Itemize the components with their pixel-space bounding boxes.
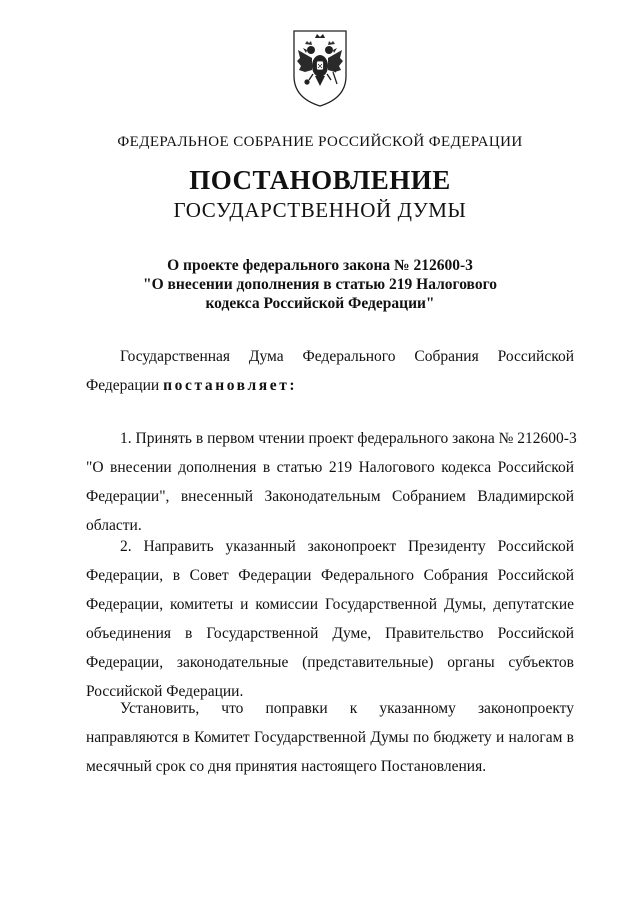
paragraph-line: Федерации, комитеты и комиссии Государственной Думы, депутатские xyxy=(86,596,574,613)
paragraph-line: "О внесении дополнения в статью 219 Налогового кодекса Российской xyxy=(86,459,574,476)
item-2-paragraph xyxy=(86,532,574,706)
item-1-paragraph xyxy=(86,424,577,540)
issuer-title: ГОСУДАРСТВЕННОЙ ДУМЫ xyxy=(173,198,467,222)
paragraph-line: месячный срок со дня принятия настоящего Постановления. xyxy=(86,758,487,775)
resolution-verb: постановляет: xyxy=(163,377,298,394)
russian-coat-of-arms-icon xyxy=(291,28,349,108)
paragraph-line: направляются в Комитет Государственной Думы по бюджету и налогам в xyxy=(86,729,574,746)
paragraph-line: области. xyxy=(86,517,142,534)
paragraph-line: Установить, что поправки к указанному законопроекту xyxy=(120,700,574,717)
paragraph-line: Государственная Дума Федерального Собрания Российской xyxy=(120,348,574,365)
paragraph-line: Федерации", внесенный Законодательным Собранием Владимирской xyxy=(86,488,574,505)
preamble-paragraph xyxy=(86,342,574,400)
paragraph-line: Федерации, законодательные (представительные) органы субъектов xyxy=(86,654,574,671)
paragraph-line: Федерации, в Совет Федерации Федерального Собрания Российской xyxy=(86,567,574,584)
paragraph-line: Российской Федерации. xyxy=(86,683,244,700)
paragraph-line xyxy=(86,371,574,400)
preamble-prefix: Федерации xyxy=(86,377,160,394)
document-type-title: ПОСТАНОВЛЕНИЕ xyxy=(189,165,451,195)
subject-line: О проекте федерального закона № 212600-3 xyxy=(167,257,473,274)
document-subject xyxy=(0,256,640,313)
paragraph-line: 2. Направить указанный законопроект Президенту Российской xyxy=(120,538,574,555)
parliament-name: ФЕДЕРАЛЬНОЕ СОБРАНИЕ РОССИЙСКОЙ ФЕДЕРАЦИИ xyxy=(117,134,523,150)
amendments-paragraph xyxy=(86,694,574,781)
paragraph-line: объединения в Государственной Думе, Правительство Российской xyxy=(86,625,574,642)
subject-line: "О внесении дополнения в статью 219 Налогового xyxy=(143,276,497,293)
subject-line: кодекса Российской Федерации" xyxy=(205,295,435,312)
paragraph-line: 1. Принять в первом чтении проект федерального закона № 212600-3 xyxy=(120,430,577,447)
